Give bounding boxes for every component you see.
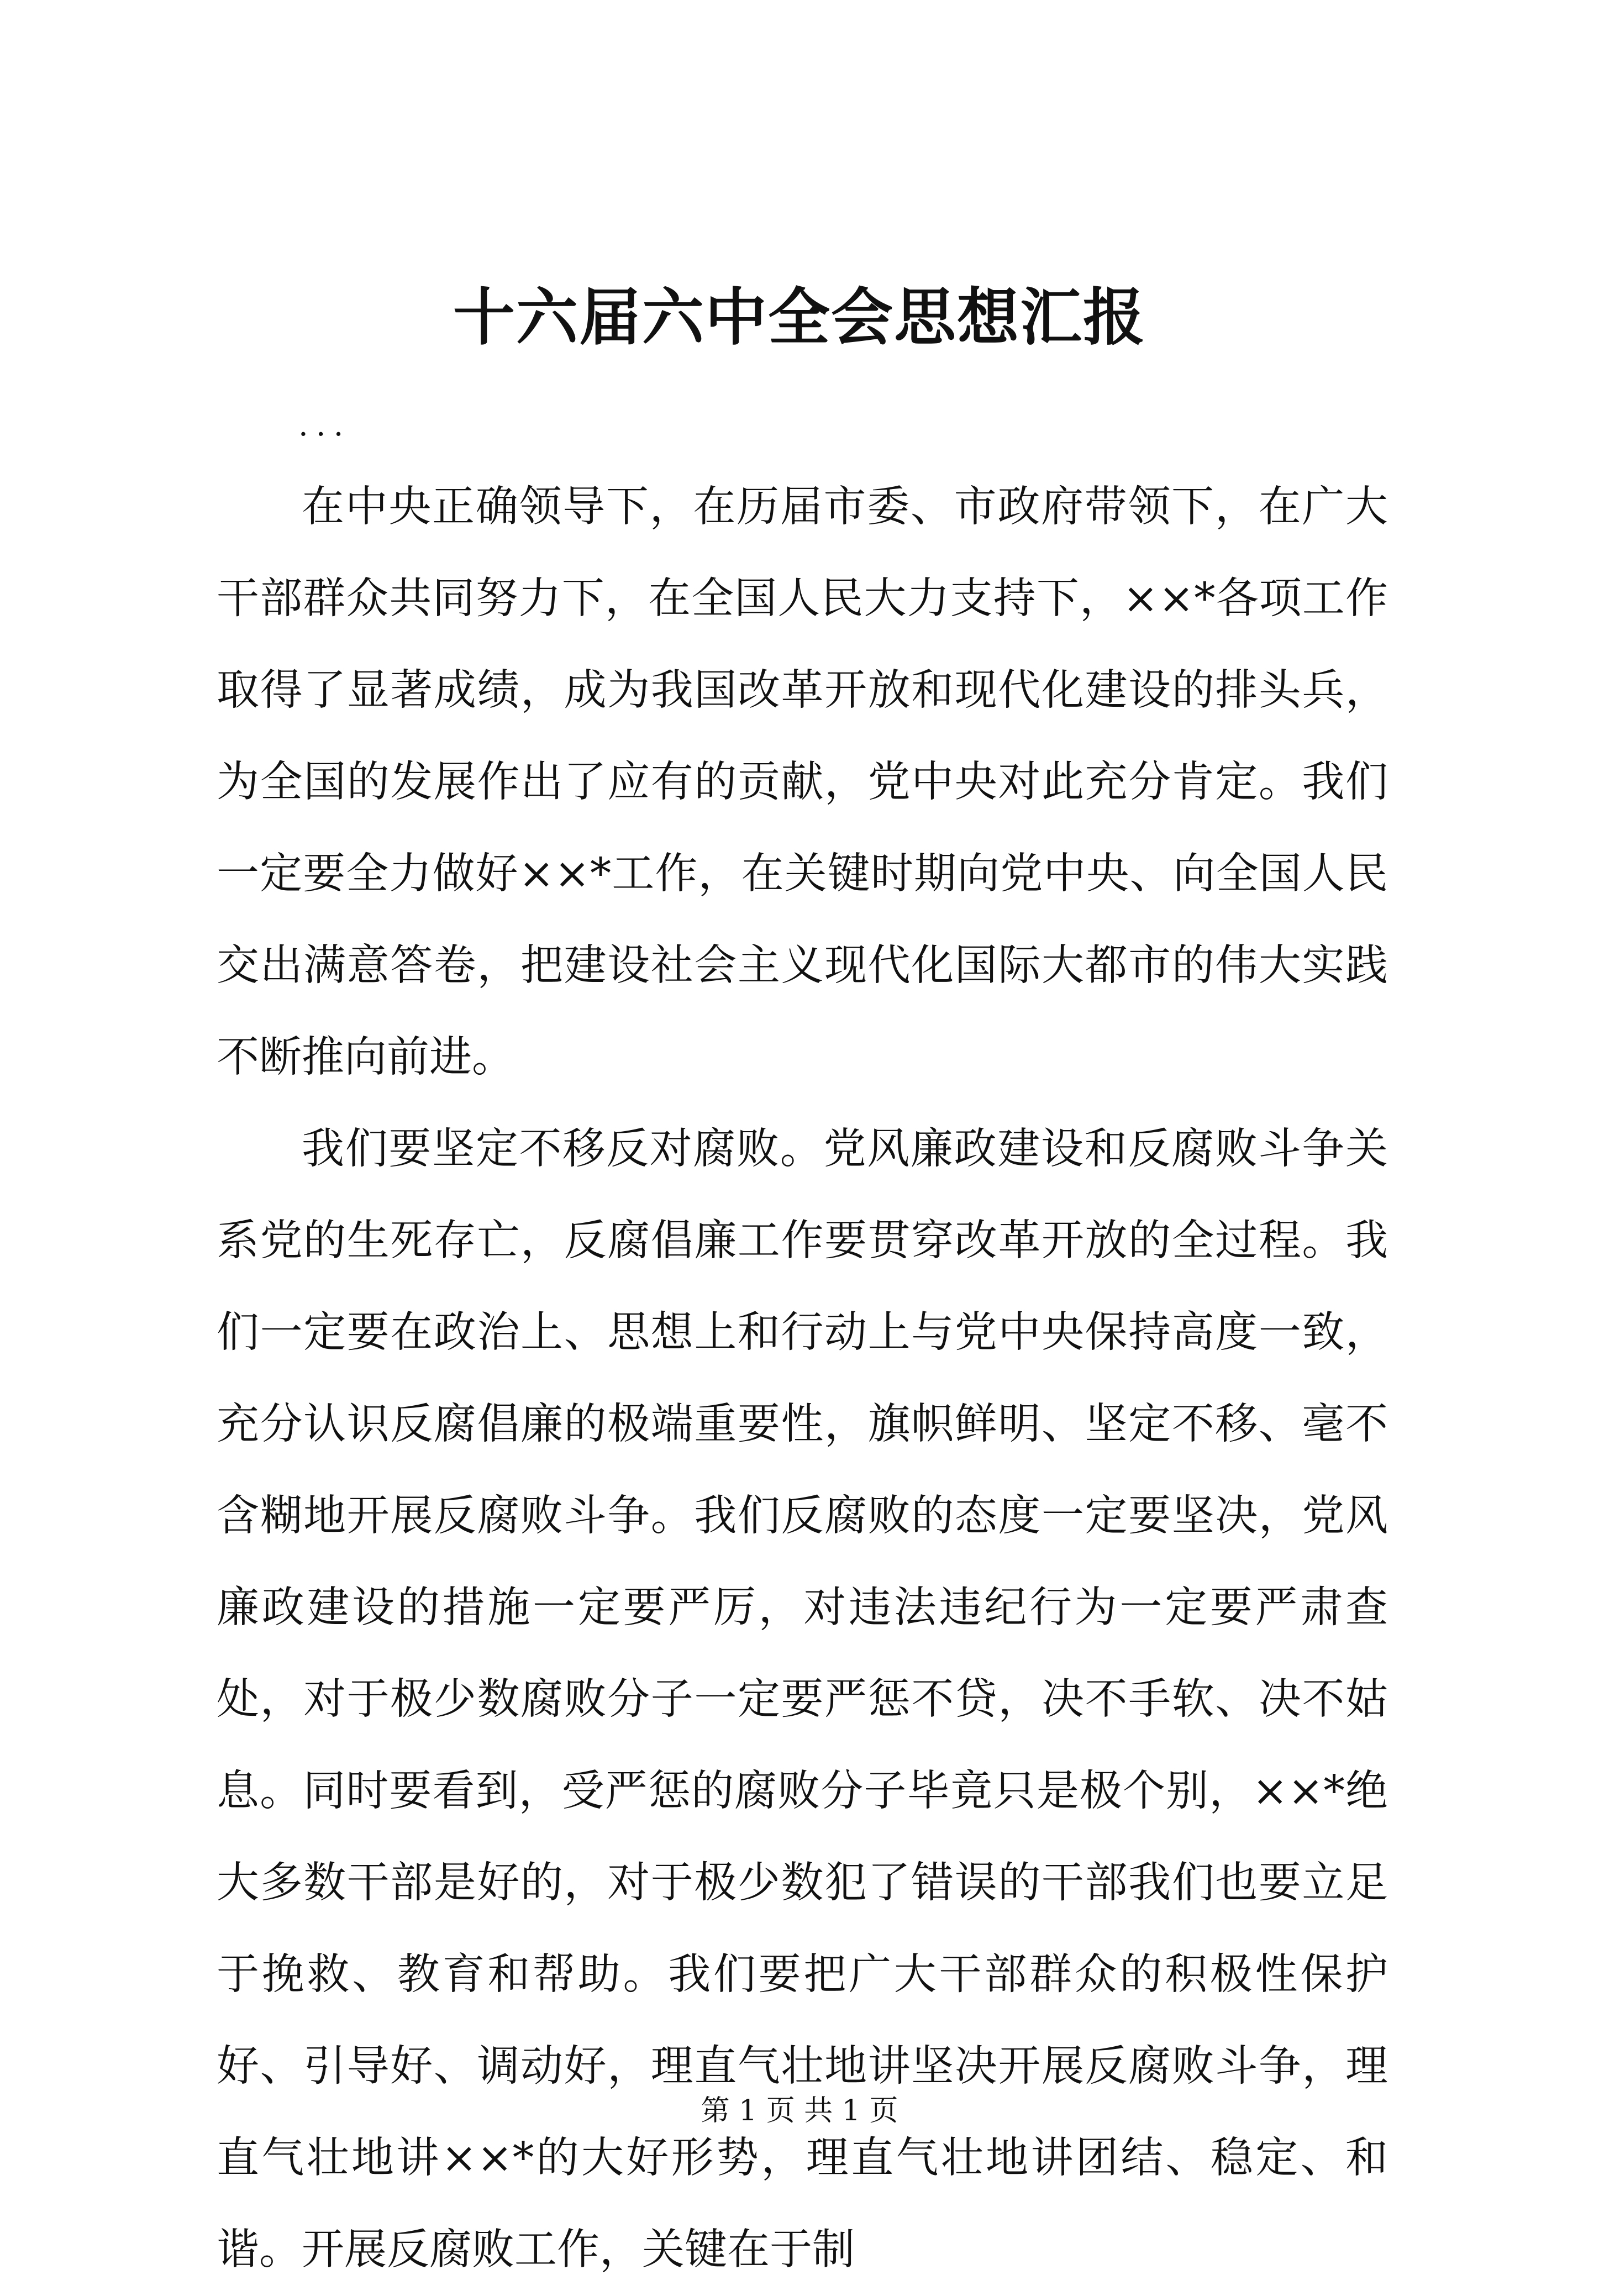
page-footer: 第 1 页 共 1 页 bbox=[701, 2094, 898, 2127]
document-body bbox=[217, 461, 1388, 2296]
document-title: 十六届六中全会思想汇报 bbox=[453, 281, 1146, 354]
ellipsis-marker: ... bbox=[298, 407, 351, 443]
paragraph-1: 在中央正确领导下，在历届市委、市政府带领下，在广大干部群众共同努力下，在全国人民大力支持下，××*各项工作取得了显著成绩，成为我国改革开放和现代化建设的排头兵，为全国的发展作出了应有的贡献，党中央对此充分肯定。我们一定要全力做好××*工作，在关键时期向党中央、向全国人民交出满意答卷，把建设社会主义现代化国际大都市的伟大实践不断推向前进。 bbox=[217, 482, 1388, 1082]
paragraph-2: 我们要坚定不移反对腐败。党风廉政建设和反腐败斗争关系党的生死存亡，反腐倡廉工作要贯穿改革开放的全过程。我们一定要在政治上、思想上和行动上与党中央保持高度一致，充分认识反腐倡廉的极端重要性，旗帜鲜明、坚定不移、毫不含糊地开展反腐败斗争。我们反腐败的态度一定要坚决，党风廉政建设的措施一定要严厉，对违法违纪行为一定要严肃查处，对于极少数腐败分子一定要严惩不贷，决不手软、决不姑息。同时要看到，受严惩的腐败分子毕竟只是极个别，××*绝大多数干部是好的，对于极少数犯了错误的干部我们也要立足于挽救、教育和帮助。我们要把广大干部群众的积极性保护好、引导好、调动好，理直气壮地讲坚决开展反腐败斗争，理直气壮地讲××*的大好形势，理直气壮地讲团结、稳定、和谐。开展反腐败工作，关键在于制 bbox=[217, 1125, 1388, 2274]
